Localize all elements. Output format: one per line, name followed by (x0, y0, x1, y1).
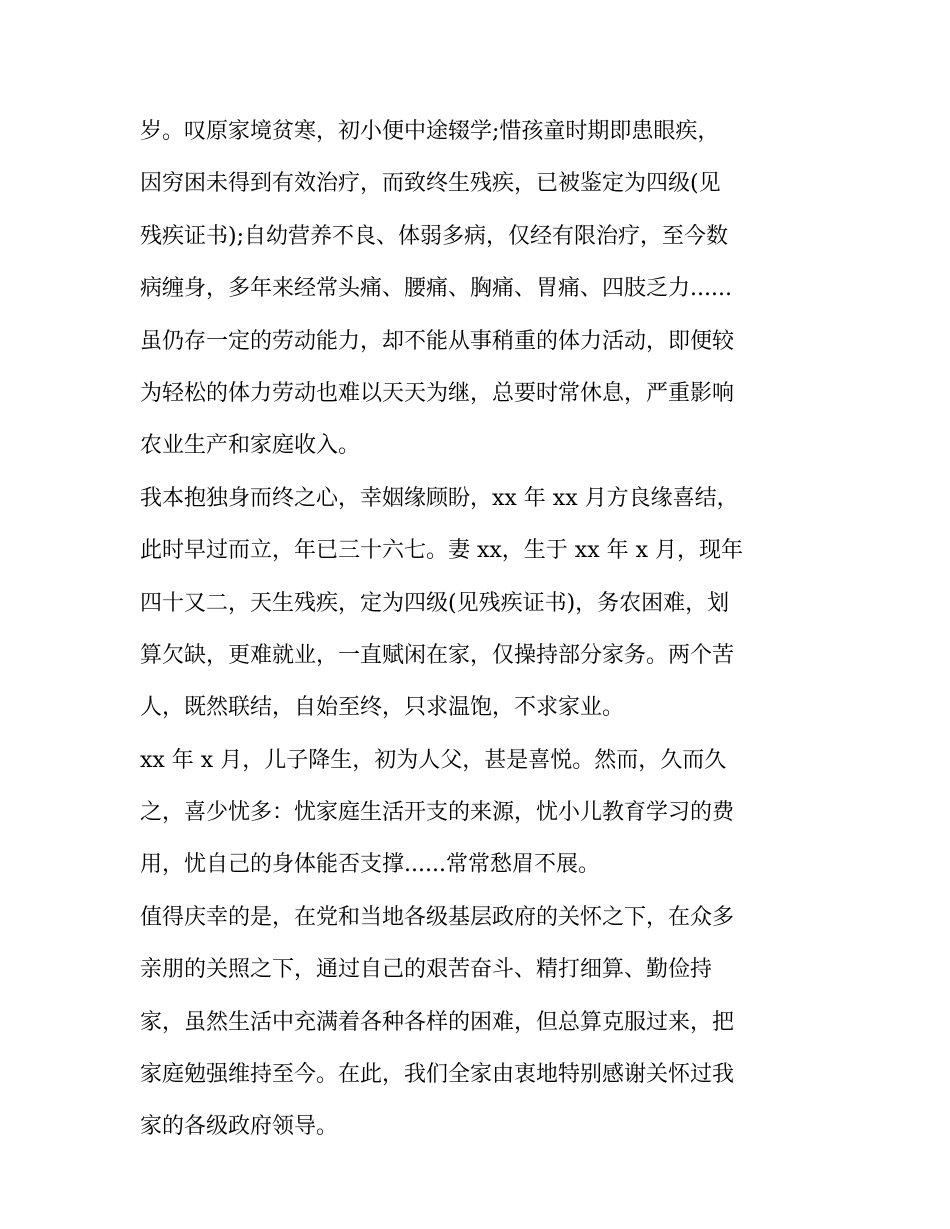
text-line: 家的各级政府领导。 (140, 1114, 339, 1140)
text-line: 农业生产和家庭收入。 (140, 433, 361, 459)
text-line: 值得庆幸的是，在党和当地各级基层政府的关怀之下，在众多 (140, 904, 735, 930)
text-line: xx 年 x 月，儿子降生，初为人父，甚是喜悦。然而，久而久 (140, 747, 727, 773)
text-line: 此时早过而立，年已三十六七。妻 xx，生于 xx 年 x 月，现年 (140, 538, 744, 564)
text-line: 病缠身，多年来经常头痛、腰痛、胸痛、胃痛、四肢乏力...... (140, 276, 732, 302)
text-line: 岁。叹原家境贫寒，初小便中途辍学;惜孩童时期即患眼疾， (140, 119, 720, 144)
text-line: 为轻松的体力劳动也难以天天为继，总要时常休息，严重影响 (140, 380, 735, 406)
text-line: 亲朋的关照之下，通过自己的艰苦奋斗、精打细算、勤俭持 (140, 957, 713, 983)
text-line: 家，虽然生活中充满着各种各样的困难，但总算克服过来，把 (140, 1009, 735, 1035)
text-line: 残疾证书);自幼营养不良、体弱多病，仅经有限治疗，至今数 (140, 223, 728, 249)
text-line: 四十又二，天生残疾，定为四级(见残疾证书)，务农困难，划 (140, 590, 730, 616)
text-line: 因穷困未得到有效治疗，而致终生残疾，已被鉴定为四级(见 (140, 171, 721, 197)
text-line: 用，忧自己的身体能否支撑......常常愁眉不展。 (140, 852, 600, 878)
text-line: 家庭勉强维持至今。在此，我们全家由衷地特别感谢关怀过我 (140, 1062, 735, 1088)
text-line: 我本抱独身而终之心，幸姻缘顾盼，xx 年 xx 月方良缘喜结， (140, 485, 739, 511)
text-line: 之，喜少忧多：忧家庭生活开支的来源，忧小儿教育学习的费 (140, 800, 735, 826)
text-line: 算欠缺，更难就业，一直赋闲在家，仅操持部分家务。两个苦 (140, 642, 735, 668)
text-line: 人，既然联结，自始至终，只求温饱，不求家业。 (140, 695, 625, 721)
body-text (140, 106, 820, 1154)
text-line: 虽仍存一定的劳动能力，却不能从事稍重的体力活动，即便较 (140, 328, 735, 354)
